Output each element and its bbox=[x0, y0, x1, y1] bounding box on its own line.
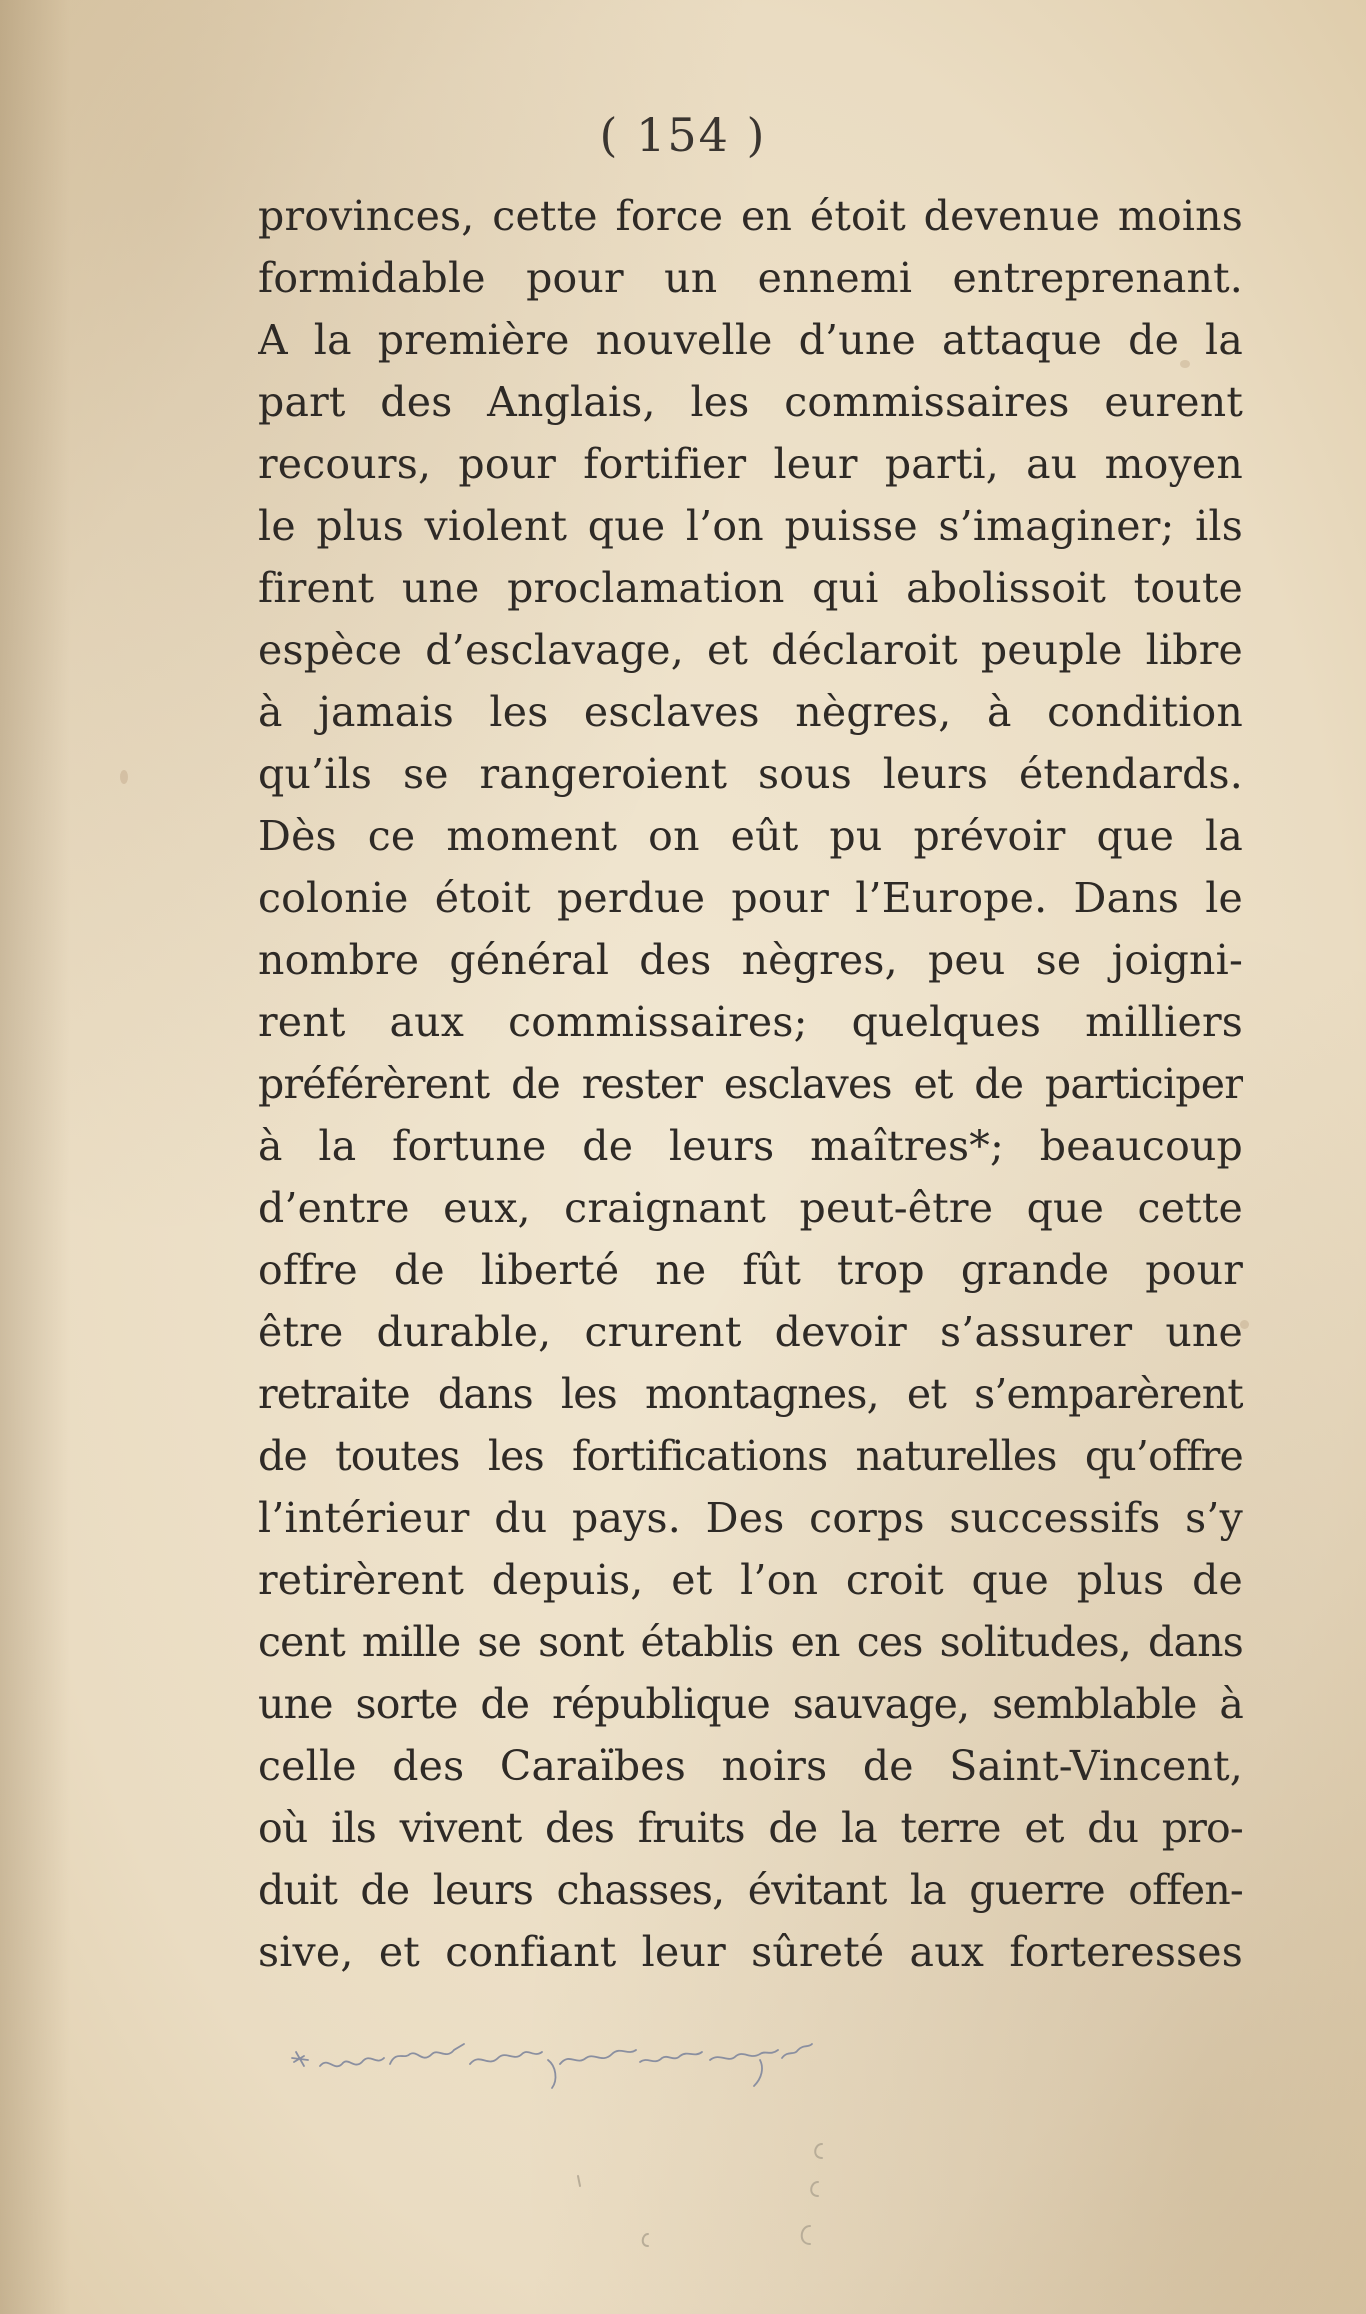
text-line: à jamais les esclaves nègres, à condition bbox=[258, 688, 1243, 736]
foxing-spot bbox=[120, 770, 128, 784]
page-number: ( 154 ) bbox=[599, 108, 767, 162]
text-line: nombre général des nègres, peu se joigni- bbox=[258, 936, 1243, 984]
text-line: celle des Caraïbes noirs de Saint-Vincent, bbox=[258, 1742, 1243, 1790]
text-line: être durable, crurent devoir s’assurer une bbox=[258, 1308, 1243, 1356]
text-line: cent mille se sont établis en ces solitudes, dans bbox=[258, 1618, 1243, 1666]
text-line: à la fortune de leurs maîtres*; beaucoup bbox=[258, 1122, 1243, 1170]
text-line: retirèrent depuis, et l’on croit que plus de bbox=[258, 1556, 1243, 1604]
text-line: A la première nouvelle d’une attaque de la bbox=[258, 316, 1243, 364]
text-line: qu’ils se rangeroient sous leurs étendards. bbox=[258, 750, 1243, 798]
text-line: recours, pour fortifier leur parti, au moyen bbox=[258, 440, 1243, 488]
text-line: duit de leurs chasses, évitant la guerre offen- bbox=[258, 1866, 1243, 1914]
text-line: part des Anglais, les commissaires eurent bbox=[258, 378, 1243, 426]
text-line: le plus violent que l’on puisse s’imaginer; ils bbox=[258, 502, 1243, 550]
pencil-scribble bbox=[292, 2044, 812, 2088]
text-line: l’intérieur du pays. Des corps successifs s’y bbox=[258, 1494, 1243, 1542]
bleed-through-marks bbox=[560, 2130, 980, 2290]
gutter-shadow bbox=[0, 0, 70, 2314]
text-line: où ils vivent des fruits de la terre et du pro- bbox=[258, 1804, 1243, 1852]
text-line: retraite dans les montagnes, et s’emparèrent bbox=[258, 1370, 1243, 1418]
text-line: espèce d’esclavage, et déclaroit peuple libre bbox=[258, 626, 1243, 674]
text-line: Dès ce moment on eût pu prévoir que la bbox=[258, 812, 1243, 860]
text-line: colonie étoit perdue pour l’Europe. Dans le bbox=[258, 874, 1243, 922]
body-text bbox=[258, 185, 1243, 1983]
text-line: offre de liberté ne fût trop grande pour bbox=[258, 1246, 1243, 1294]
text-line: formidable pour un ennemi entreprenant. bbox=[258, 254, 1243, 302]
text-line: provinces, cette force en étoit devenue moins bbox=[258, 192, 1243, 240]
text-line: préférèrent de rester esclaves et de participer bbox=[258, 1060, 1243, 1108]
text-line: de toutes les fortifications naturelles qu’offre bbox=[258, 1432, 1243, 1480]
text-line: sive, et confiant leur sûreté aux forteresses bbox=[258, 1928, 1243, 1976]
text-line: rent aux commissaires; quelques milliers bbox=[258, 998, 1243, 1046]
text-line: firent une proclamation qui abolissoit toute bbox=[258, 564, 1243, 612]
text-line: une sorte de république sauvage, semblable à bbox=[258, 1680, 1243, 1728]
handwritten-annotation bbox=[290, 2030, 890, 2090]
text-line: d’entre eux, craignant peut-être que cette bbox=[258, 1184, 1243, 1232]
